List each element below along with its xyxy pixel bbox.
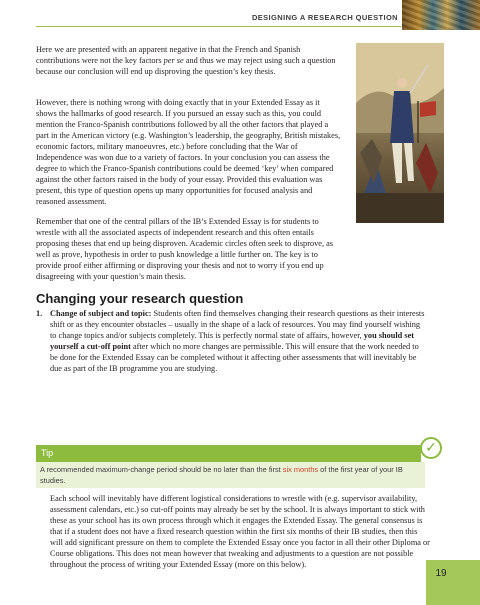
- tip-body: A recommended maximum-change period should be no later than the first six months of the first year of your IB studies.: [36, 462, 425, 488]
- list-number: 1.: [36, 309, 43, 318]
- tip-header-bar: [36, 445, 421, 462]
- paragraph-3: Remember that one of the central pillars of the IB’s Extended Essay is for students to wrestle with all the associated aspects of independent research and this often entails proposing theses that end up being disproven. Academic circles often seek to disprove, as well as prove, hypothesis in order to push knowledge a little further on. The key is to provide proof either affirming or disproving your thesis and not to worry if you end up disagreeing with your question’s main thesis.: [36, 217, 333, 281]
- tip-label: Tip: [41, 448, 54, 458]
- list-item: 1. Change of subject and topic: Students often find themselves changing their research questions as their interests shift or as they encounter obstacles – usually in the shape of a lack of resources. You may find yourself wishing to change topics and/or subjects completely. This is perfectly normal state of affairs, however, you should set yourself a cut-off point after which no more changes are permissible. This will ensure that the work needed to be done for the Extended Essay can be completed without it affecting other assessments that will inevitably be due as part of the IB programme you are studying.: [36, 309, 425, 373]
- closing-paragraph: Each school will inevitably have different logistical considerations to wrestle with (e.g. supervisor availability, assessment calendars, etc.) so cut-off points may already be set by the school. It is always important to stick with these as your school has its own process through which it engages the Extended Essay. The general consensus is that if a student does not have a fixed research question within the first six months of their IB studies, then this will add significant pressure on them to complete the Extended Essay once you factor in all their other Diploma or Course obligations. This does not mean however that tweaking and adjustments to a question are not possible throughout the process of writing your Extended Essay (more on this below).: [50, 494, 430, 569]
- paragraph-2: However, there is nothing wrong with doing exactly that in your Extended Essay as it shows the hallmarks of good research. If you pursued an essay such as this, you could mention the Franco-Spanish contributions followed by all the other factors that played a part in the American victory (e.g. Washington’s leadership, the geography, British mistakes, economic factors, military manoeuvres, etc.) before concluding that the War of Independence was won due to a variety of factors. In your conclusion you can assess the degree to which the Franco-Spanish contributions could be deemed ‘key’ when compared against the other factors raised in the body of your essay. Provided this evaluation was present, this type of question opens up many opportunities for focused analysis and reasoned assessment.: [36, 98, 341, 206]
- cut-off-emphasis: you should set yourself a cut-off point: [50, 331, 415, 351]
- running-header: DESIGNING A RESEARCH QUESTION: [251, 13, 398, 22]
- tip-highlight: six months: [282, 465, 319, 474]
- header-decorative-image: [402, 0, 480, 30]
- section-heading: Changing your research question: [36, 291, 244, 306]
- page-number: 19: [435, 568, 447, 579]
- page-number-box: [426, 560, 480, 605]
- header-rule: [36, 26, 401, 27]
- paragraph-1: Here we are presented with an apparent negative in that the French and Spanish contributions were not the key factors per se and thus we may reject using such a question because our conclusion will end up disproving the question’s key thesis.: [36, 45, 336, 76]
- list-item-title: Change of subject and topic:: [50, 309, 152, 318]
- checkmark-icon: ✓: [420, 437, 442, 459]
- battle-painting-image: [356, 43, 444, 223]
